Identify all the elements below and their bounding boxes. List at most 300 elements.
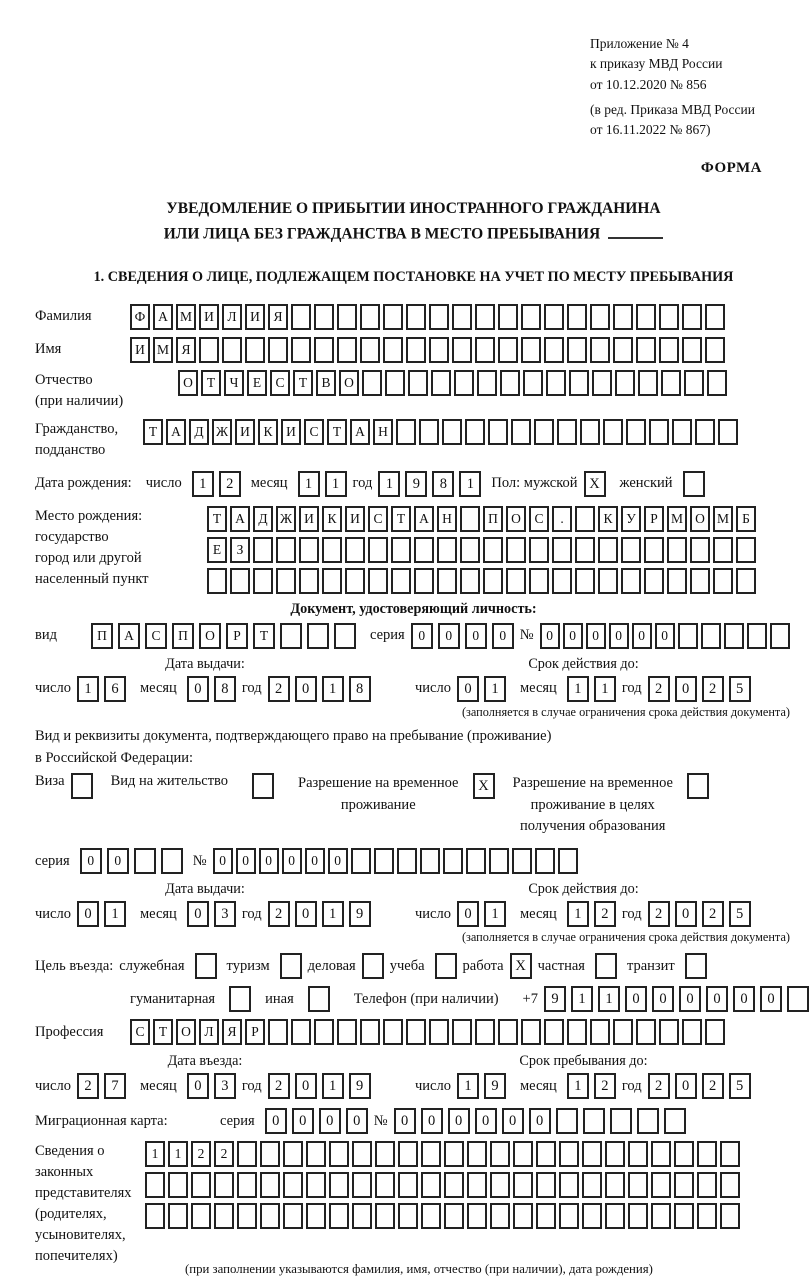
char-cell[interactable]: 1 bbox=[77, 676, 99, 702]
char-cell[interactable]: 0 bbox=[675, 901, 697, 927]
char-cell[interactable]: 2 bbox=[214, 1141, 234, 1167]
char-cell[interactable] bbox=[214, 1203, 234, 1229]
char-cell[interactable] bbox=[161, 848, 183, 874]
char-cell[interactable] bbox=[253, 568, 273, 594]
char-cell[interactable] bbox=[245, 337, 265, 363]
char-cell[interactable] bbox=[421, 1141, 441, 1167]
char-cell[interactable]: С bbox=[145, 623, 167, 649]
char-cell[interactable]: 2 bbox=[268, 901, 290, 927]
char-cell[interactable]: 1 bbox=[322, 901, 344, 927]
char-cell[interactable] bbox=[697, 1141, 717, 1167]
stay-month-cells[interactable] bbox=[567, 1073, 616, 1099]
char-cell[interactable]: О bbox=[178, 370, 198, 396]
char-cell[interactable] bbox=[337, 1019, 357, 1045]
char-cell[interactable] bbox=[283, 1141, 303, 1167]
char-cell[interactable]: 0 bbox=[394, 1108, 416, 1134]
char-cell[interactable] bbox=[466, 848, 486, 874]
char-cell[interactable]: И bbox=[199, 304, 219, 330]
char-cell[interactable] bbox=[523, 370, 543, 396]
char-cell[interactable] bbox=[306, 1141, 326, 1167]
char-cell[interactable] bbox=[419, 419, 439, 445]
char-cell[interactable] bbox=[406, 1019, 426, 1045]
char-cell[interactable] bbox=[391, 537, 411, 563]
char-cell[interactable]: 0 bbox=[346, 1108, 368, 1134]
char-cell[interactable]: 0 bbox=[675, 676, 697, 702]
char-cell[interactable]: 3 bbox=[214, 1073, 236, 1099]
char-cell[interactable]: 0 bbox=[586, 623, 606, 649]
char-cell[interactable] bbox=[638, 370, 658, 396]
char-cell[interactable]: 1 bbox=[104, 901, 126, 927]
char-cell[interactable] bbox=[283, 1203, 303, 1229]
char-cell[interactable]: Р bbox=[226, 623, 248, 649]
char-cell[interactable] bbox=[191, 1203, 211, 1229]
char-cell[interactable] bbox=[534, 419, 554, 445]
char-cell[interactable]: 2 bbox=[77, 1073, 99, 1099]
char-cell[interactable] bbox=[383, 1019, 403, 1045]
char-cell[interactable]: 0 bbox=[679, 986, 701, 1012]
purpose-business-checkbox[interactable] bbox=[362, 953, 384, 979]
residence-expiry-month-cells[interactable] bbox=[567, 901, 616, 927]
char-cell[interactable]: 0 bbox=[457, 901, 479, 927]
char-cell[interactable] bbox=[483, 537, 503, 563]
char-cell[interactable]: Б bbox=[736, 506, 756, 532]
char-cell[interactable]: Р bbox=[245, 1019, 265, 1045]
char-cell[interactable]: И bbox=[245, 304, 265, 330]
char-cell[interactable] bbox=[429, 1019, 449, 1045]
char-cell[interactable] bbox=[621, 568, 641, 594]
id-doc-issue-day-cells[interactable] bbox=[77, 676, 126, 702]
char-cell[interactable] bbox=[598, 568, 618, 594]
char-cell[interactable] bbox=[697, 1203, 717, 1229]
char-cell[interactable] bbox=[237, 1172, 257, 1198]
char-cell[interactable]: 0 bbox=[760, 986, 782, 1012]
char-cell[interactable]: Т bbox=[327, 419, 347, 445]
char-cell[interactable] bbox=[375, 1141, 395, 1167]
char-cell[interactable]: 9 bbox=[349, 901, 371, 927]
char-cell[interactable] bbox=[467, 1203, 487, 1229]
char-cell[interactable] bbox=[398, 1141, 418, 1167]
char-cell[interactable]: 0 bbox=[187, 1073, 209, 1099]
char-cell[interactable] bbox=[490, 1141, 510, 1167]
char-cell[interactable] bbox=[467, 1172, 487, 1198]
char-cell[interactable]: 1 bbox=[567, 901, 589, 927]
char-cell[interactable] bbox=[649, 419, 669, 445]
char-cell[interactable] bbox=[529, 537, 549, 563]
surname-cells[interactable] bbox=[130, 304, 725, 330]
char-cell[interactable] bbox=[383, 337, 403, 363]
char-cell[interactable] bbox=[664, 1108, 686, 1134]
char-cell[interactable] bbox=[214, 1172, 234, 1198]
char-cell[interactable] bbox=[605, 1203, 625, 1229]
char-cell[interactable]: 0 bbox=[733, 986, 755, 1012]
char-cell[interactable] bbox=[134, 848, 156, 874]
birth-place-cells-row3[interactable] bbox=[207, 568, 756, 594]
char-cell[interactable] bbox=[513, 1203, 533, 1229]
char-cell[interactable] bbox=[397, 848, 417, 874]
char-cell[interactable]: 0 bbox=[77, 901, 99, 927]
char-cell[interactable]: А bbox=[230, 506, 250, 532]
char-cell[interactable] bbox=[260, 1172, 280, 1198]
char-cell[interactable] bbox=[690, 568, 710, 594]
birth-date-year-cells[interactable] bbox=[378, 471, 481, 497]
char-cell[interactable] bbox=[720, 1141, 740, 1167]
char-cell[interactable] bbox=[724, 623, 744, 649]
char-cell[interactable]: 0 bbox=[107, 848, 129, 874]
char-cell[interactable]: Ж bbox=[212, 419, 232, 445]
residence-series-cells[interactable] bbox=[80, 848, 183, 874]
char-cell[interactable]: 1 bbox=[598, 986, 620, 1012]
char-cell[interactable] bbox=[488, 419, 508, 445]
char-cell[interactable] bbox=[431, 370, 451, 396]
char-cell[interactable]: 2 bbox=[648, 676, 670, 702]
char-cell[interactable]: 3 bbox=[214, 901, 236, 927]
char-cell[interactable] bbox=[567, 337, 587, 363]
char-cell[interactable]: П bbox=[91, 623, 113, 649]
char-cell[interactable] bbox=[513, 1172, 533, 1198]
id-doc-issue-year-cells[interactable] bbox=[268, 676, 371, 702]
char-cell[interactable] bbox=[452, 337, 472, 363]
char-cell[interactable] bbox=[511, 419, 531, 445]
char-cell[interactable]: 8 bbox=[349, 676, 371, 702]
char-cell[interactable] bbox=[770, 623, 790, 649]
char-cell[interactable] bbox=[306, 1203, 326, 1229]
char-cell[interactable] bbox=[345, 568, 365, 594]
char-cell[interactable] bbox=[360, 337, 380, 363]
char-cell[interactable]: 9 bbox=[484, 1073, 506, 1099]
char-cell[interactable]: 1 bbox=[459, 471, 481, 497]
patronymic-cells[interactable] bbox=[178, 370, 727, 396]
char-cell[interactable]: П bbox=[483, 506, 503, 532]
char-cell[interactable] bbox=[575, 537, 595, 563]
char-cell[interactable] bbox=[592, 370, 612, 396]
char-cell[interactable] bbox=[352, 1203, 372, 1229]
char-cell[interactable] bbox=[575, 506, 595, 532]
residence-permit-checkbox[interactable] bbox=[252, 773, 274, 799]
char-cell[interactable]: 0 bbox=[540, 623, 560, 649]
char-cell[interactable]: М bbox=[176, 304, 196, 330]
char-cell[interactable] bbox=[651, 1141, 671, 1167]
char-cell[interactable] bbox=[253, 537, 273, 563]
temp-residence-checkbox[interactable]: X bbox=[473, 773, 495, 799]
char-cell[interactable] bbox=[368, 537, 388, 563]
char-cell[interactable]: 0 bbox=[448, 1108, 470, 1134]
char-cell[interactable]: 0 bbox=[625, 986, 647, 1012]
char-cell[interactable]: 8 bbox=[432, 471, 454, 497]
migration-series-cells[interactable] bbox=[265, 1108, 368, 1134]
char-cell[interactable] bbox=[414, 568, 434, 594]
char-cell[interactable]: 1 bbox=[567, 1073, 589, 1099]
char-cell[interactable]: 0 bbox=[328, 848, 348, 874]
char-cell[interactable]: Я bbox=[222, 1019, 242, 1045]
char-cell[interactable] bbox=[237, 1203, 257, 1229]
char-cell[interactable] bbox=[544, 1019, 564, 1045]
char-cell[interactable] bbox=[590, 304, 610, 330]
char-cell[interactable]: 2 bbox=[268, 1073, 290, 1099]
char-cell[interactable] bbox=[651, 1172, 671, 1198]
birth-place-cells-row2[interactable] bbox=[207, 537, 756, 563]
stay-day-cells[interactable] bbox=[457, 1073, 506, 1099]
char-cell[interactable]: 1 bbox=[322, 1073, 344, 1099]
char-cell[interactable] bbox=[536, 1172, 556, 1198]
char-cell[interactable] bbox=[498, 337, 518, 363]
char-cell[interactable] bbox=[268, 1019, 288, 1045]
char-cell[interactable] bbox=[512, 848, 532, 874]
char-cell[interactable]: 1 bbox=[484, 901, 506, 927]
char-cell[interactable]: 2 bbox=[648, 1073, 670, 1099]
char-cell[interactable]: 2 bbox=[702, 1073, 724, 1099]
char-cell[interactable]: 0 bbox=[319, 1108, 341, 1134]
char-cell[interactable]: 2 bbox=[219, 471, 241, 497]
char-cell[interactable]: С bbox=[270, 370, 290, 396]
char-cell[interactable] bbox=[475, 1019, 495, 1045]
char-cell[interactable] bbox=[398, 1203, 418, 1229]
char-cell[interactable]: 8 bbox=[214, 676, 236, 702]
char-cell[interactable] bbox=[659, 337, 679, 363]
id-doc-expiry-month-cells[interactable] bbox=[567, 676, 616, 702]
id-doc-expiry-year-cells[interactable] bbox=[648, 676, 751, 702]
temp-residence-edu-checkbox[interactable] bbox=[687, 773, 709, 799]
char-cell[interactable] bbox=[477, 370, 497, 396]
char-cell[interactable]: 2 bbox=[594, 1073, 616, 1099]
residence-issue-day-cells[interactable] bbox=[77, 901, 126, 927]
char-cell[interactable] bbox=[521, 304, 541, 330]
char-cell[interactable] bbox=[460, 506, 480, 532]
char-cell[interactable]: . bbox=[552, 506, 572, 532]
char-cell[interactable]: Т bbox=[201, 370, 221, 396]
char-cell[interactable]: З bbox=[230, 537, 250, 563]
char-cell[interactable] bbox=[659, 304, 679, 330]
char-cell[interactable]: Я bbox=[268, 304, 288, 330]
char-cell[interactable]: С bbox=[130, 1019, 150, 1045]
char-cell[interactable] bbox=[582, 1172, 602, 1198]
char-cell[interactable]: Н bbox=[437, 506, 457, 532]
char-cell[interactable] bbox=[276, 568, 296, 594]
id-doc-issue-month-cells[interactable] bbox=[187, 676, 236, 702]
char-cell[interactable] bbox=[291, 304, 311, 330]
char-cell[interactable] bbox=[483, 568, 503, 594]
char-cell[interactable] bbox=[713, 568, 733, 594]
char-cell[interactable] bbox=[334, 623, 356, 649]
char-cell[interactable]: Д bbox=[189, 419, 209, 445]
char-cell[interactable]: 2 bbox=[594, 901, 616, 927]
char-cell[interactable]: 6 bbox=[104, 676, 126, 702]
char-cell[interactable] bbox=[314, 337, 334, 363]
char-cell[interactable]: 0 bbox=[475, 1108, 497, 1134]
char-cell[interactable]: Т bbox=[391, 506, 411, 532]
char-cell[interactable] bbox=[701, 623, 721, 649]
char-cell[interactable] bbox=[736, 537, 756, 563]
residence-number-cells[interactable] bbox=[213, 848, 578, 874]
char-cell[interactable]: 1 bbox=[192, 471, 214, 497]
char-cell[interactable] bbox=[651, 1203, 671, 1229]
char-cell[interactable] bbox=[337, 337, 357, 363]
char-cell[interactable]: Т bbox=[143, 419, 163, 445]
char-cell[interactable] bbox=[283, 1172, 303, 1198]
char-cell[interactable] bbox=[498, 1019, 518, 1045]
char-cell[interactable] bbox=[237, 1141, 257, 1167]
char-cell[interactable] bbox=[352, 1141, 372, 1167]
char-cell[interactable] bbox=[644, 568, 664, 594]
char-cell[interactable] bbox=[546, 370, 566, 396]
char-cell[interactable] bbox=[437, 568, 457, 594]
char-cell[interactable] bbox=[613, 304, 633, 330]
char-cell[interactable] bbox=[352, 1172, 372, 1198]
char-cell[interactable]: Я bbox=[176, 337, 196, 363]
char-cell[interactable] bbox=[329, 1203, 349, 1229]
char-cell[interactable] bbox=[513, 1141, 533, 1167]
char-cell[interactable]: А bbox=[118, 623, 140, 649]
char-cell[interactable] bbox=[465, 419, 485, 445]
char-cell[interactable]: И bbox=[281, 419, 301, 445]
char-cell[interactable]: 9 bbox=[349, 1073, 371, 1099]
char-cell[interactable] bbox=[544, 304, 564, 330]
char-cell[interactable] bbox=[168, 1203, 188, 1229]
char-cell[interactable] bbox=[613, 1019, 633, 1045]
char-cell[interactable]: Е bbox=[247, 370, 267, 396]
char-cell[interactable] bbox=[260, 1203, 280, 1229]
char-cell[interactable]: Ж bbox=[276, 506, 296, 532]
char-cell[interactable]: 1 bbox=[298, 471, 320, 497]
migration-number-cells[interactable] bbox=[394, 1108, 686, 1134]
char-cell[interactable]: 0 bbox=[265, 1108, 287, 1134]
char-cell[interactable]: С bbox=[368, 506, 388, 532]
char-cell[interactable]: 0 bbox=[236, 848, 256, 874]
char-cell[interactable] bbox=[444, 1141, 464, 1167]
char-cell[interactable] bbox=[429, 337, 449, 363]
char-cell[interactable]: 2 bbox=[702, 901, 724, 927]
char-cell[interactable] bbox=[720, 1203, 740, 1229]
char-cell[interactable]: 0 bbox=[465, 623, 487, 649]
char-cell[interactable] bbox=[168, 1172, 188, 1198]
char-cell[interactable] bbox=[582, 1203, 602, 1229]
char-cell[interactable] bbox=[444, 1203, 464, 1229]
char-cell[interactable] bbox=[674, 1203, 694, 1229]
char-cell[interactable]: 0 bbox=[305, 848, 325, 874]
char-cell[interactable]: О bbox=[199, 623, 221, 649]
char-cell[interactable] bbox=[222, 337, 242, 363]
char-cell[interactable]: Л bbox=[199, 1019, 219, 1045]
char-cell[interactable] bbox=[322, 537, 342, 563]
char-cell[interactable]: А bbox=[350, 419, 370, 445]
char-cell[interactable]: 0 bbox=[187, 901, 209, 927]
char-cell[interactable]: Ч bbox=[224, 370, 244, 396]
legal-reps-cells-row3[interactable] bbox=[145, 1203, 740, 1229]
char-cell[interactable]: Р bbox=[644, 506, 664, 532]
char-cell[interactable]: 0 bbox=[282, 848, 302, 874]
char-cell[interactable]: Л bbox=[222, 304, 242, 330]
char-cell[interactable]: 0 bbox=[213, 848, 233, 874]
char-cell[interactable] bbox=[475, 304, 495, 330]
char-cell[interactable] bbox=[421, 1172, 441, 1198]
char-cell[interactable] bbox=[490, 1203, 510, 1229]
char-cell[interactable]: К bbox=[598, 506, 618, 532]
char-cell[interactable] bbox=[644, 537, 664, 563]
char-cell[interactable] bbox=[583, 1108, 605, 1134]
purpose-private-checkbox[interactable] bbox=[595, 953, 617, 979]
char-cell[interactable]: М bbox=[713, 506, 733, 532]
sex-male-checkbox[interactable]: X bbox=[584, 471, 606, 497]
char-cell[interactable]: 1 bbox=[378, 471, 400, 497]
char-cell[interactable]: Е bbox=[207, 537, 227, 563]
char-cell[interactable] bbox=[506, 568, 526, 594]
char-cell[interactable] bbox=[575, 568, 595, 594]
char-cell[interactable] bbox=[628, 1203, 648, 1229]
char-cell[interactable] bbox=[667, 537, 687, 563]
char-cell[interactable] bbox=[615, 370, 635, 396]
char-cell[interactable]: К bbox=[322, 506, 342, 532]
char-cell[interactable] bbox=[636, 1019, 656, 1045]
char-cell[interactable] bbox=[636, 337, 656, 363]
char-cell[interactable] bbox=[454, 370, 474, 396]
char-cell[interactable]: Т bbox=[293, 370, 313, 396]
char-cell[interactable] bbox=[535, 848, 555, 874]
char-cell[interactable] bbox=[521, 1019, 541, 1045]
char-cell[interactable] bbox=[713, 537, 733, 563]
char-cell[interactable]: 5 bbox=[729, 901, 751, 927]
char-cell[interactable] bbox=[552, 568, 572, 594]
char-cell[interactable]: 2 bbox=[268, 676, 290, 702]
char-cell[interactable] bbox=[268, 337, 288, 363]
id-doc-series-cells[interactable] bbox=[411, 623, 514, 649]
char-cell[interactable]: 1 bbox=[145, 1141, 165, 1167]
char-cell[interactable]: М bbox=[667, 506, 687, 532]
char-cell[interactable] bbox=[500, 370, 520, 396]
sex-female-checkbox[interactable] bbox=[683, 471, 705, 497]
legal-reps-cells-row1[interactable] bbox=[145, 1141, 740, 1167]
citizenship-cells[interactable] bbox=[143, 419, 738, 445]
char-cell[interactable] bbox=[489, 848, 509, 874]
char-cell[interactable] bbox=[684, 370, 704, 396]
char-cell[interactable] bbox=[705, 337, 725, 363]
char-cell[interactable]: Н bbox=[373, 419, 393, 445]
char-cell[interactable]: 0 bbox=[609, 623, 629, 649]
char-cell[interactable] bbox=[636, 304, 656, 330]
char-cell[interactable] bbox=[276, 537, 296, 563]
char-cell[interactable]: К bbox=[258, 419, 278, 445]
char-cell[interactable] bbox=[529, 568, 549, 594]
char-cell[interactable]: 0 bbox=[295, 676, 317, 702]
char-cell[interactable]: А bbox=[153, 304, 173, 330]
char-cell[interactable]: Ф bbox=[130, 304, 150, 330]
char-cell[interactable] bbox=[672, 419, 692, 445]
char-cell[interactable] bbox=[406, 337, 426, 363]
char-cell[interactable] bbox=[674, 1141, 694, 1167]
char-cell[interactable] bbox=[291, 337, 311, 363]
entry-day-cells[interactable] bbox=[77, 1073, 126, 1099]
char-cell[interactable] bbox=[307, 623, 329, 649]
char-cell[interactable]: 1 bbox=[571, 986, 593, 1012]
char-cell[interactable] bbox=[199, 337, 219, 363]
char-cell[interactable]: Т bbox=[153, 1019, 173, 1045]
residence-issue-year-cells[interactable] bbox=[268, 901, 371, 927]
char-cell[interactable] bbox=[460, 568, 480, 594]
char-cell[interactable] bbox=[521, 337, 541, 363]
char-cell[interactable] bbox=[260, 1141, 280, 1167]
residence-expiry-year-cells[interactable] bbox=[648, 901, 751, 927]
char-cell[interactable] bbox=[230, 568, 250, 594]
char-cell[interactable] bbox=[360, 304, 380, 330]
char-cell[interactable]: 0 bbox=[438, 623, 460, 649]
purpose-transit-checkbox[interactable] bbox=[685, 953, 707, 979]
char-cell[interactable] bbox=[396, 419, 416, 445]
char-cell[interactable] bbox=[603, 419, 623, 445]
char-cell[interactable] bbox=[682, 337, 702, 363]
char-cell[interactable] bbox=[442, 419, 462, 445]
char-cell[interactable]: И bbox=[235, 419, 255, 445]
char-cell[interactable] bbox=[678, 623, 698, 649]
char-cell[interactable] bbox=[605, 1141, 625, 1167]
char-cell[interactable] bbox=[557, 419, 577, 445]
